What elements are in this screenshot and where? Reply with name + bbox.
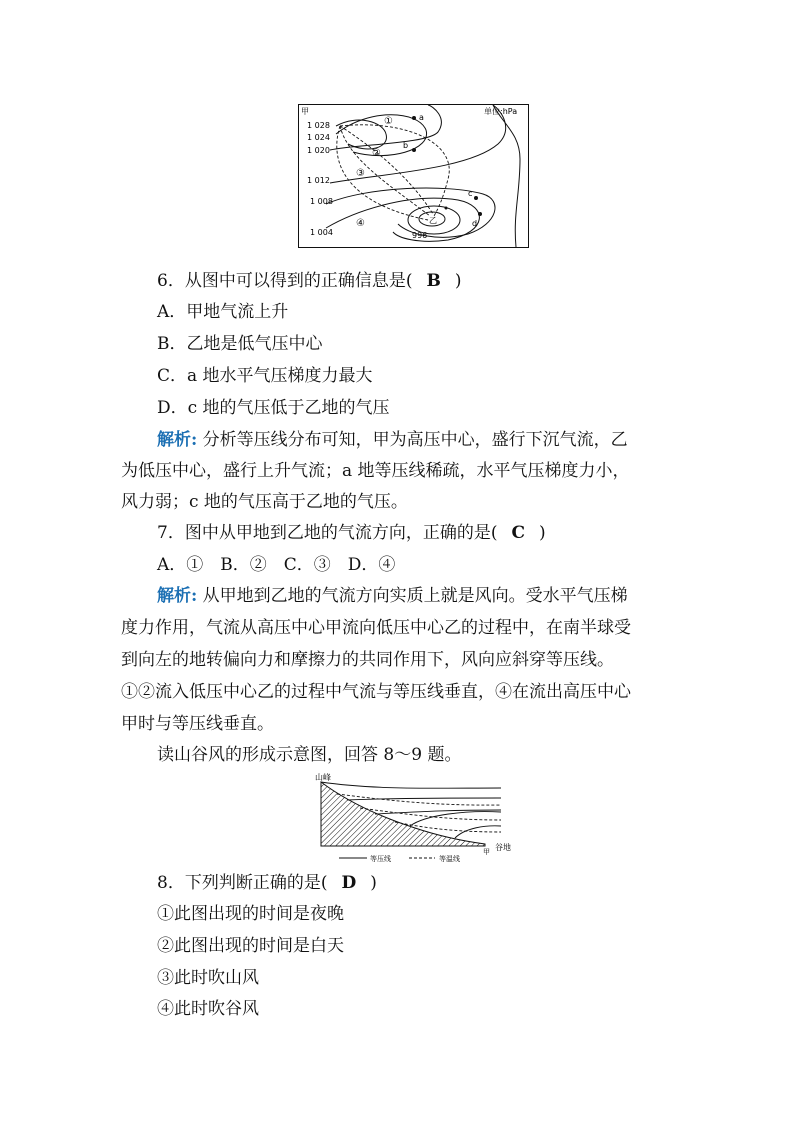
question-8-item-3: ③此时吹山风 [157, 968, 259, 988]
question-6-option-a: A．甲地气流上升 [157, 302, 289, 322]
question-8-item-2: ②此图出现的时间是白天 [157, 936, 344, 956]
question-7-analysis-line-5: 甲时与等压线垂直。 [121, 714, 274, 734]
point-c-marker [474, 196, 478, 200]
valley-label: 谷地 [495, 843, 511, 852]
isobar-1012: 1 012 [307, 176, 330, 185]
point-d-label: d [472, 219, 478, 228]
legend-isobar: 等压线 [370, 855, 391, 863]
isobar-996: 996 [412, 231, 428, 240]
point-a-label: a [419, 113, 424, 122]
isobar-1028: 1 028 [307, 121, 330, 130]
question-7-answer: C [511, 523, 525, 543]
isobar-1020: 1 020 [307, 146, 330, 155]
point-c-label: c [468, 189, 473, 198]
question-6-option-c: C．a 地水平气压梯度力最大 [157, 366, 373, 386]
question-7-stem: 7．图中从甲地到乙地的气流方向，正确的是( C ) [157, 523, 546, 543]
mountain-valley-figure [315, 770, 520, 865]
mountain-valley-svg [315, 770, 520, 865]
question-6-answer: B [426, 271, 441, 291]
question-7-options: A．① B．② C．③ D．④ [157, 555, 396, 575]
question-6-analysis-line-2: 为低压中心，盛行上升气流；a 地等压线稀疏，水平气压梯度力小， [121, 461, 630, 481]
yi-label: 乙 [429, 216, 437, 225]
unit-label: 单位:hPa [484, 107, 518, 116]
analysis-label: 解析: [157, 430, 198, 450]
question-7-analysis-line-1: 解析: 从甲地到乙地的气流方向实质上就是风向。受水平气压梯 [157, 586, 628, 606]
question-7-analysis-line-4: ①②流入低压中心乙的过程中气流与等压线垂直，④在流出高压中心 [121, 682, 631, 702]
point-a-marker [412, 116, 416, 120]
question-8-answer: D [341, 873, 357, 893]
circle-label-1: ① [384, 116, 393, 127]
question-6-stem: 6．从图中可以得到的正确信息是( B ) [157, 271, 462, 291]
question-6-analysis-line-1: 解析: 分析等压线分布可知，甲为高压中心，盛行下沉气流，乙 [157, 430, 628, 450]
isobar-map-figure [298, 104, 529, 248]
point-d-marker [478, 212, 482, 216]
isobar-map-svg [298, 104, 529, 248]
isobar-1008: 1 008 [310, 197, 333, 206]
intro-text: 读山谷风的形成示意图，回答 8～9 题。 [157, 745, 462, 765]
circle-label-4: ④ [356, 218, 365, 229]
question-8-item-4: ④此时吹谷风 [157, 999, 259, 1019]
jia-point-label: 甲 [483, 848, 490, 856]
question-8-item-1: ①此图出现的时间是夜晚 [157, 904, 344, 924]
circle-label-2: ② [372, 148, 381, 159]
isobar-1024: 1 024 [307, 133, 330, 142]
question-6-analysis-line-3: 风力弱；c 地的气压高于乙地的气压。 [121, 492, 408, 512]
peak-label: 山峰 [315, 773, 331, 782]
isobar-1004: 1 004 [310, 228, 333, 237]
question-6-option-b: B．乙地是低气压中心 [157, 334, 323, 354]
question-7-analysis-line-3: 到向左的地转偏向力和摩擦力的共同作用下，风向应斜穿等压线。 [121, 650, 614, 670]
analysis-label: 解析: [157, 586, 198, 606]
question-7-analysis-line-2: 度力作用，气流从高压中心甲流向低压中心乙的过程中，在南半球受 [121, 618, 631, 638]
question-6-option-d: D．c 地的气压低于乙地的气压 [157, 398, 390, 418]
question-8-stem: 8．下列判断正确的是( D ) [157, 873, 377, 893]
jia-label: 甲 [301, 107, 309, 116]
point-b-label: b [403, 141, 409, 150]
legend-isotherm: 等温线 [439, 855, 460, 863]
point-b-marker [412, 148, 416, 152]
circle-label-3: ③ [356, 168, 365, 179]
